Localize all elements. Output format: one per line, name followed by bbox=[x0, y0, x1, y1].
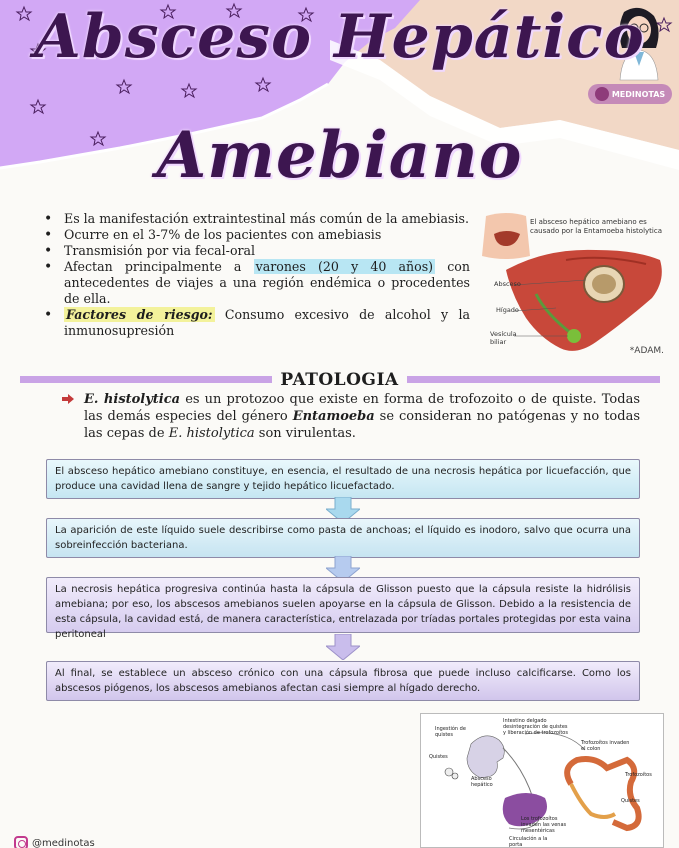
label-trophozoites: Trofozoítos bbox=[625, 772, 652, 778]
instagram-icon bbox=[14, 836, 28, 848]
page-title-line-2: Amebiano bbox=[156, 118, 523, 193]
flow-step-3: La necrosis hepática progresiva continúa hasta la cápsula de Glisson puesto que la cápsula resiste la hidrólisis amebiana; por eso, los abscesos amebianos suelen apoyarse en la cápsula de Glisson. Debido a la resistencia de esta cápsula, la cavidad está, de manera característica, entrelazada por tríadas portales protegidas por esta vaina peritoneal bbox=[46, 577, 640, 633]
page-title-line-1: Absceso Hepático bbox=[34, 2, 645, 72]
brand-badge bbox=[588, 84, 672, 104]
amoeba-lifecycle-figure bbox=[420, 713, 664, 848]
flow-step-1: El absceso hepático amebiano constituye, en esencia, el resultado de una necrosis hepática por licuefacción, que produce una cavidad llena de sangre y tejido hepático licuefactado. bbox=[46, 459, 640, 499]
liver-abscess-figure bbox=[476, 208, 666, 358]
bullet-arrow-icon bbox=[62, 394, 74, 404]
highlight-risk-factors: Factores de riesgo: bbox=[66, 307, 213, 322]
label-cysts-right: Quistes bbox=[621, 798, 640, 804]
flow-arrow-down-icon bbox=[326, 634, 360, 660]
list-item: • Transmisión por via fecal-oral bbox=[50, 243, 470, 259]
label-gallbladder: Vesícula biliar bbox=[490, 330, 517, 346]
label-cysts-left: Quistes bbox=[429, 754, 448, 760]
list-item: • Factores de riesgo: Consumo excesivo de alcohol y la inmunosupresión bbox=[50, 307, 470, 339]
label-abscess: Absceso bbox=[494, 280, 521, 288]
label-portal: Circulación a la porta bbox=[509, 836, 548, 848]
figure-caption: El absceso hepático amebiano es causado por la Entamoeba histolytica bbox=[530, 218, 662, 235]
list-item: • Afectan principalmente a varones (20 y 40 años) con antecedentes de viajes a una región endémica o procedentes de ella. bbox=[50, 259, 470, 307]
section-heading: PATOLOGIA bbox=[0, 370, 679, 390]
pathology-paragraph: E. histolytica es un protozoo que existe en forma de trofozoito o de quiste. Todas las demás especies del género Entamoeba se consideran no patógenas y no todas las cepas de E. histolytica son virulentas. bbox=[62, 391, 640, 442]
flow-step-4: Al final, se establece un absceso crónico con una cápsula fibrosa que puede incluso calcificarse. Como los abscesos piógenos, los abscesos amebianos afectan casi siempre al hígado derecho. bbox=[46, 661, 640, 701]
label-liver: Hígado bbox=[496, 306, 519, 314]
figure-credit: *ADAM. bbox=[629, 346, 664, 356]
highlight-demographic: varones (20 y 40 años) bbox=[255, 259, 434, 274]
label-ingestion: Ingestión de quistes bbox=[435, 726, 466, 738]
brand-name: MEDINOTAS bbox=[611, 89, 666, 99]
social-handle: @medinotas bbox=[14, 836, 95, 848]
label-invasion: Los trofozoítos invaden las venas mesentéricas bbox=[521, 816, 567, 834]
label-small-intestine: Intestino delgado desintegración de quistes y liberación de trofozoítos bbox=[503, 718, 568, 736]
label-trophozoites-colon: Trofozoítos invaden el colon bbox=[581, 740, 630, 752]
brand-logo-icon bbox=[595, 87, 609, 101]
label-liver-abscess: Absceso hepático bbox=[471, 776, 493, 788]
intro-bullet-list bbox=[50, 211, 470, 339]
list-item: • Es la manifestación extraintestinal más común de la amebiasis. bbox=[50, 211, 470, 227]
flow-step-2: La aparición de este líquido suele describirse como pasta de anchoas; el líquido es inodoro, salvo que ocurra una sobreinfección bacteriana. bbox=[46, 518, 640, 558]
header-banner bbox=[0, 0, 679, 210]
list-item: • Ocurre en el 3-7% de los pacientes con amebiasis bbox=[50, 227, 470, 243]
